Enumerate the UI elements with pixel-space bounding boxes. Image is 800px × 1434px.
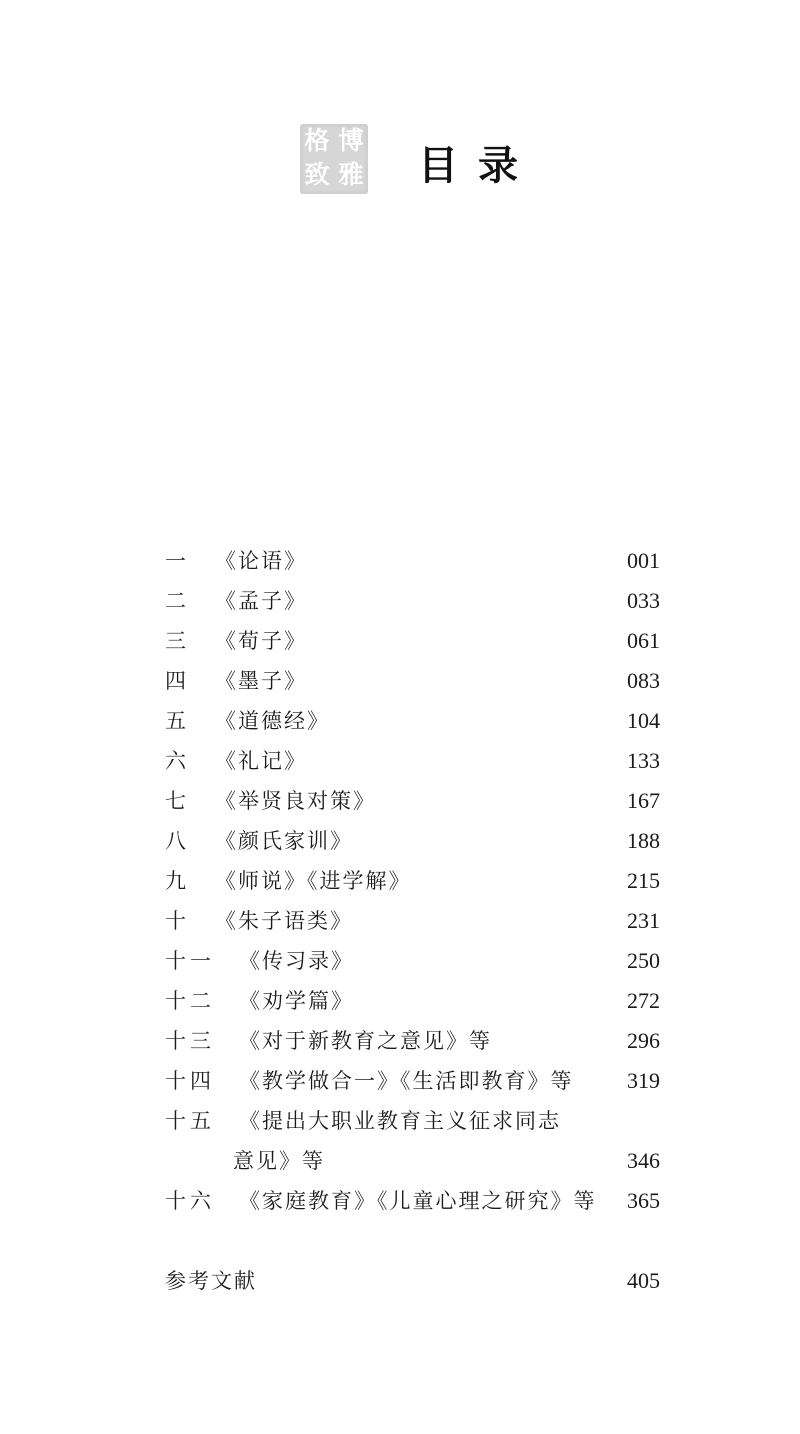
toc-entry-page: 231 — [627, 908, 660, 933]
toc-entry-page: 346 — [627, 1148, 660, 1173]
seal-char: 致 — [304, 160, 330, 189]
toc-entry-number: 六 — [165, 749, 190, 773]
toc-entry-number: 四 — [165, 669, 190, 693]
toc-entry-number: 十一 — [165, 949, 215, 973]
toc-entry-title: 《墨子》 — [215, 669, 307, 693]
toc-entry-title: 《颜氏家训》 — [215, 829, 353, 853]
toc-entry-number: 九 — [165, 869, 190, 893]
toc-entry-title: 《教学做合一》《生活即教育》等 — [239, 1069, 574, 1093]
toc-entry-title-continuation: 意见》等 — [233, 1149, 325, 1173]
toc-entry-number: 七 — [165, 789, 190, 813]
toc-entry-number: 十五 — [165, 1109, 215, 1133]
toc-entry-title: 《孟子》 — [215, 589, 307, 613]
toc-entry-number: 一 — [165, 549, 190, 573]
references-page: 405 — [627, 1268, 660, 1293]
toc-entry-continuation[interactable] — [165, 1141, 660, 1181]
section-spacer — [165, 1221, 660, 1261]
toc-entry-number: 十四 — [165, 1069, 215, 1093]
toc-entry[interactable] — [165, 781, 660, 821]
toc-entry-number: 十二 — [165, 989, 215, 1013]
toc-entry-title: 《提出大职业教育主义征求同志 — [239, 1109, 561, 1133]
toc-entry-page: 083 — [627, 668, 660, 693]
toc-entry[interactable] — [165, 1021, 660, 1061]
toc-entry[interactable] — [165, 661, 660, 701]
table-of-contents — [165, 541, 660, 1301]
toc-entry-page: 061 — [627, 628, 660, 653]
toc-entry[interactable] — [165, 541, 660, 581]
toc-entry[interactable] — [165, 861, 660, 901]
toc-entry-title: 《师说》《进学解》 — [215, 869, 412, 893]
toc-entry-page: 133 — [627, 748, 660, 773]
toc-entry-page: 365 — [627, 1188, 660, 1213]
page-title: 目录 — [418, 142, 538, 189]
toc-entry-number: 五 — [165, 709, 190, 733]
toc-entry[interactable] — [165, 901, 660, 941]
toc-entry[interactable] — [165, 741, 660, 781]
book-series-seal — [300, 124, 368, 194]
seal-char: 格 — [304, 126, 330, 155]
toc-entry-page: 215 — [627, 868, 660, 893]
toc-entry-page: 104 — [627, 708, 660, 733]
toc-entry-page: 167 — [627, 788, 660, 813]
references-title: 参考文献 — [165, 1269, 257, 1293]
toc-entry-title: 《传习录》 — [239, 949, 354, 973]
toc-entry[interactable] — [165, 1181, 660, 1221]
toc-entry-title: 《论语》 — [215, 549, 307, 573]
toc-entry-page: 272 — [627, 988, 660, 1013]
toc-entry[interactable] — [165, 981, 660, 1021]
toc-entry-number: 十 — [165, 909, 190, 933]
toc-entry-page: 296 — [627, 1028, 660, 1053]
seal-char: 博 — [338, 126, 364, 155]
toc-entry[interactable] — [165, 621, 660, 661]
toc-entry[interactable] — [165, 581, 660, 621]
toc-entry-number: 十三 — [165, 1029, 215, 1053]
toc-entry[interactable] — [165, 1061, 660, 1101]
toc-entry-title: 《家庭教育》《儿童心理之研究》等 — [239, 1189, 597, 1213]
toc-entry-references[interactable] — [165, 1261, 660, 1301]
toc-entry-page: 188 — [627, 828, 660, 853]
toc-entry[interactable] — [165, 1101, 660, 1141]
toc-entry-number: 十六 — [165, 1189, 215, 1213]
toc-entry-title: 《举贤良对策》 — [215, 789, 376, 813]
toc-entry-title: 《道德经》 — [215, 709, 330, 733]
toc-entry-number: 八 — [165, 829, 190, 853]
toc-entry-number: 二 — [165, 589, 190, 613]
toc-entry-title: 《朱子语类》 — [215, 909, 353, 933]
toc-entry-page: 001 — [627, 548, 660, 573]
toc-entry-page: 033 — [627, 588, 660, 613]
toc-entry[interactable] — [165, 941, 660, 981]
toc-entry[interactable] — [165, 821, 660, 861]
toc-entry-title: 《劝学篇》 — [239, 989, 354, 1013]
toc-entry-title: 《对于新教育之意见》等 — [239, 1029, 492, 1053]
toc-entry-page: 250 — [627, 948, 660, 973]
toc-entry-title: 《荀子》 — [215, 629, 307, 653]
toc-entry-number: 三 — [165, 629, 190, 653]
toc-entry-title: 《礼记》 — [215, 749, 307, 773]
toc-entry-page: 319 — [627, 1068, 660, 1093]
toc-entry[interactable] — [165, 701, 660, 741]
seal-char: 雅 — [338, 160, 364, 189]
